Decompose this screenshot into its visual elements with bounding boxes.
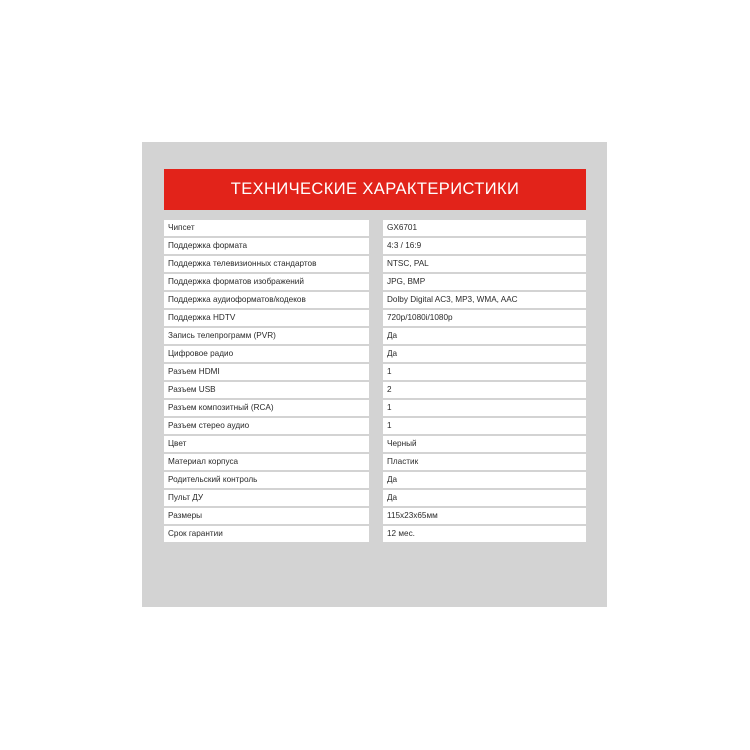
spec-name: Разъем HDMI	[164, 364, 369, 380]
spec-value: GX6701	[383, 220, 586, 236]
spec-value: JPG, BMP	[383, 274, 586, 290]
spec-value: 115x23x65мм	[383, 508, 586, 524]
spec-name: Поддержка телевизионных стандартов	[164, 256, 369, 272]
spec-value: Пластик	[383, 454, 586, 470]
spec-row	[164, 418, 586, 434]
spec-name: Поддержка аудиоформатов/кодеков	[164, 292, 369, 308]
spec-value: Да	[383, 328, 586, 344]
spec-value: 720p/1080i/1080p	[383, 310, 586, 326]
spec-row	[164, 346, 586, 362]
spec-row	[164, 382, 586, 398]
spec-value: Да	[383, 490, 586, 506]
specs-title: ТЕХНИЧЕСКИЕ ХАРАКТЕРИСТИКИ	[230, 180, 520, 198]
specs-header	[164, 169, 586, 210]
spec-row	[164, 328, 586, 344]
spec-name: Поддержка HDTV	[164, 310, 369, 326]
spec-value: 4:3 / 16:9	[383, 238, 586, 254]
spec-value: NTSC, PAL	[383, 256, 586, 272]
spec-value: 2	[383, 382, 586, 398]
spec-row	[164, 508, 586, 524]
spec-value: 1	[383, 418, 586, 434]
spec-name: Поддержка форматов изображений	[164, 274, 369, 290]
spec-row	[164, 436, 586, 452]
spec-row	[164, 364, 586, 380]
spec-row	[164, 238, 586, 254]
spec-row	[164, 454, 586, 470]
spec-value: Да	[383, 346, 586, 362]
spec-name: Цвет	[164, 436, 369, 452]
spec-value: 12 мес.	[383, 526, 586, 542]
spec-row	[164, 274, 586, 290]
spec-name: Родительский контроль	[164, 472, 369, 488]
spec-name: Запись телепрограмм (PVR)	[164, 328, 369, 344]
spec-value: 1	[383, 400, 586, 416]
spec-value: Да	[383, 472, 586, 488]
spec-name: Чипсет	[164, 220, 369, 236]
spec-name: Пульт ДУ	[164, 490, 369, 506]
specs-table	[164, 220, 586, 544]
spec-name: Срок гарантии	[164, 526, 369, 542]
spec-name: Разъем USB	[164, 382, 369, 398]
spec-row	[164, 526, 586, 542]
spec-value: Черный	[383, 436, 586, 452]
spec-name: Размеры	[164, 508, 369, 524]
spec-row	[164, 256, 586, 272]
spec-value: 1	[383, 364, 586, 380]
spec-row	[164, 400, 586, 416]
spec-name: Цифровое радио	[164, 346, 369, 362]
spec-value: Dolby Digital AC3, MP3, WMA, AAC	[383, 292, 586, 308]
spec-row	[164, 220, 586, 236]
spec-row	[164, 472, 586, 488]
spec-row	[164, 292, 586, 308]
spec-name: Разъем стерео аудио	[164, 418, 369, 434]
specs-panel	[142, 142, 607, 607]
spec-name: Разъем композитный (RCA)	[164, 400, 369, 416]
spec-row	[164, 490, 586, 506]
spec-name: Поддержка формата	[164, 238, 369, 254]
spec-row	[164, 310, 586, 326]
spec-name: Материал корпуса	[164, 454, 369, 470]
